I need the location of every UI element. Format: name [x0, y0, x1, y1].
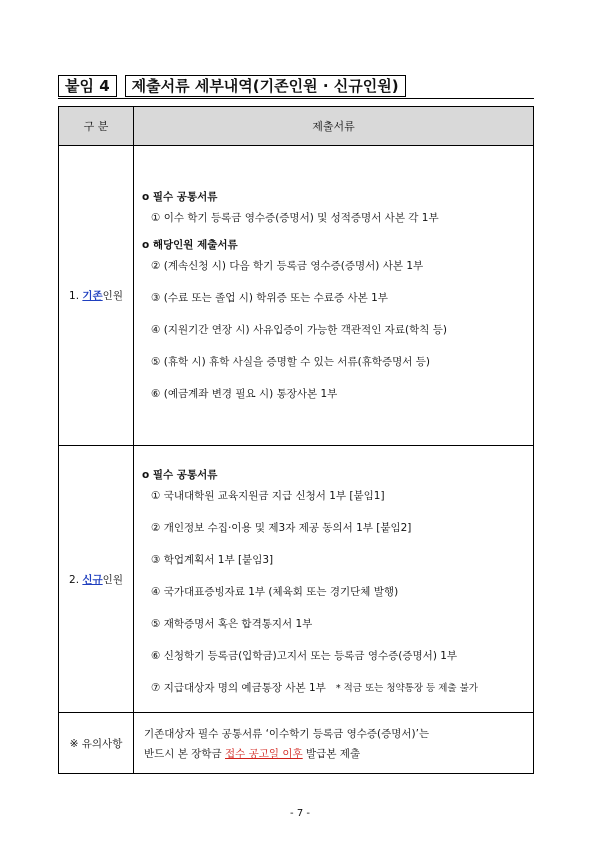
header-documents: 제출서류 — [134, 107, 534, 146]
list-item: ④ (지원기간 연장 시) 사유입증이 가능한 객관적인 자료(학칙 등) — [151, 324, 447, 336]
notes-highlight: 접수 공고일 이후 — [225, 747, 303, 760]
list-item: ① 국내대학원 교육지원금 지급 신청서 1부 [붙임1] — [151, 490, 385, 502]
section-title-row — [58, 75, 534, 97]
table-header-row — [59, 107, 534, 146]
existing-specific-heading: o 해당인원 제출서류 — [142, 239, 238, 251]
page-title: 제출서류 세부내역(기존인원 · 신규인원) — [125, 75, 406, 97]
notes-line-1: 기존대상자 필수 공통서류 ‘이수학기 등록금 영수증(증명서)’는 — [144, 727, 430, 740]
list-item: ⑤ (휴학 시) 휴학 사실을 증명할 수 있는 서류(휴학증명서 등) — [151, 356, 430, 368]
list-item: ② 개인정보 수집·이용 및 제3자 제공 동의서 1부 [붙임2] — [151, 522, 412, 534]
list-item: ② (계속신청 시) 다음 학기 등록금 영수증(증명서) 사본 1부 — [151, 260, 424, 272]
notes-label-cell: ※ 유의사항 — [59, 713, 134, 774]
existing-docs-cell — [134, 146, 534, 446]
list-item: ④ 국가대표증빙자료 1부 (체육회 또는 경기단체 발행) — [151, 586, 399, 598]
list-item: ⑥ 신청학기 등록금(입학금)고지서 또는 등록금 영수증(증명서) 1부 — [151, 650, 458, 662]
last-item-note: * 적금 또는 청약통장 등 제출 불가 — [335, 683, 478, 694]
list-item: ③ 학업계획서 1부 [붙임3] — [151, 554, 274, 566]
new-keyword: 신규 — [82, 573, 103, 586]
documents-table — [58, 106, 534, 774]
existing-label-cell: 1. 기존인원 — [59, 146, 134, 446]
existing-keyword: 기존 — [82, 290, 103, 302]
title-underline — [58, 98, 534, 99]
attachment-badge: 붙임 4 — [58, 75, 117, 97]
table-row-new — [59, 446, 534, 713]
new-docs-cell — [134, 446, 534, 713]
list-item: ⑥ (예금계좌 변경 필요 시) 통장사본 1부 — [151, 388, 338, 400]
header-category: 구 분 — [59, 107, 134, 146]
existing-common-heading: o 필수 공통서류 — [142, 191, 218, 203]
list-item: ⑦ 지급대상자 명의 예금통장 사본 1부 * 적금 또는 청약통장 등 제출 불가 — [151, 682, 478, 694]
notes-line-2: 반드시 본 장학금 접수 공고일 이후 발급본 제출 — [144, 747, 361, 760]
list-item: ⑤ 재학증명서 혹은 합격통지서 1부 — [151, 618, 313, 630]
list-item: ① 이수 학기 등록금 영수증(증명서) 및 성적증명서 사본 각 1부 — [151, 212, 439, 224]
new-label-cell: 2. 신규인원 — [59, 446, 134, 713]
list-item: ③ (수료 또는 졸업 시) 학위증 또는 수료증 사본 1부 — [151, 292, 388, 304]
new-common-heading: o 필수 공통서류 — [142, 469, 218, 481]
page-number: - 7 - — [290, 808, 310, 819]
table-row-existing — [59, 146, 534, 446]
table-row-notes — [59, 713, 534, 774]
notes-cell — [134, 713, 534, 774]
